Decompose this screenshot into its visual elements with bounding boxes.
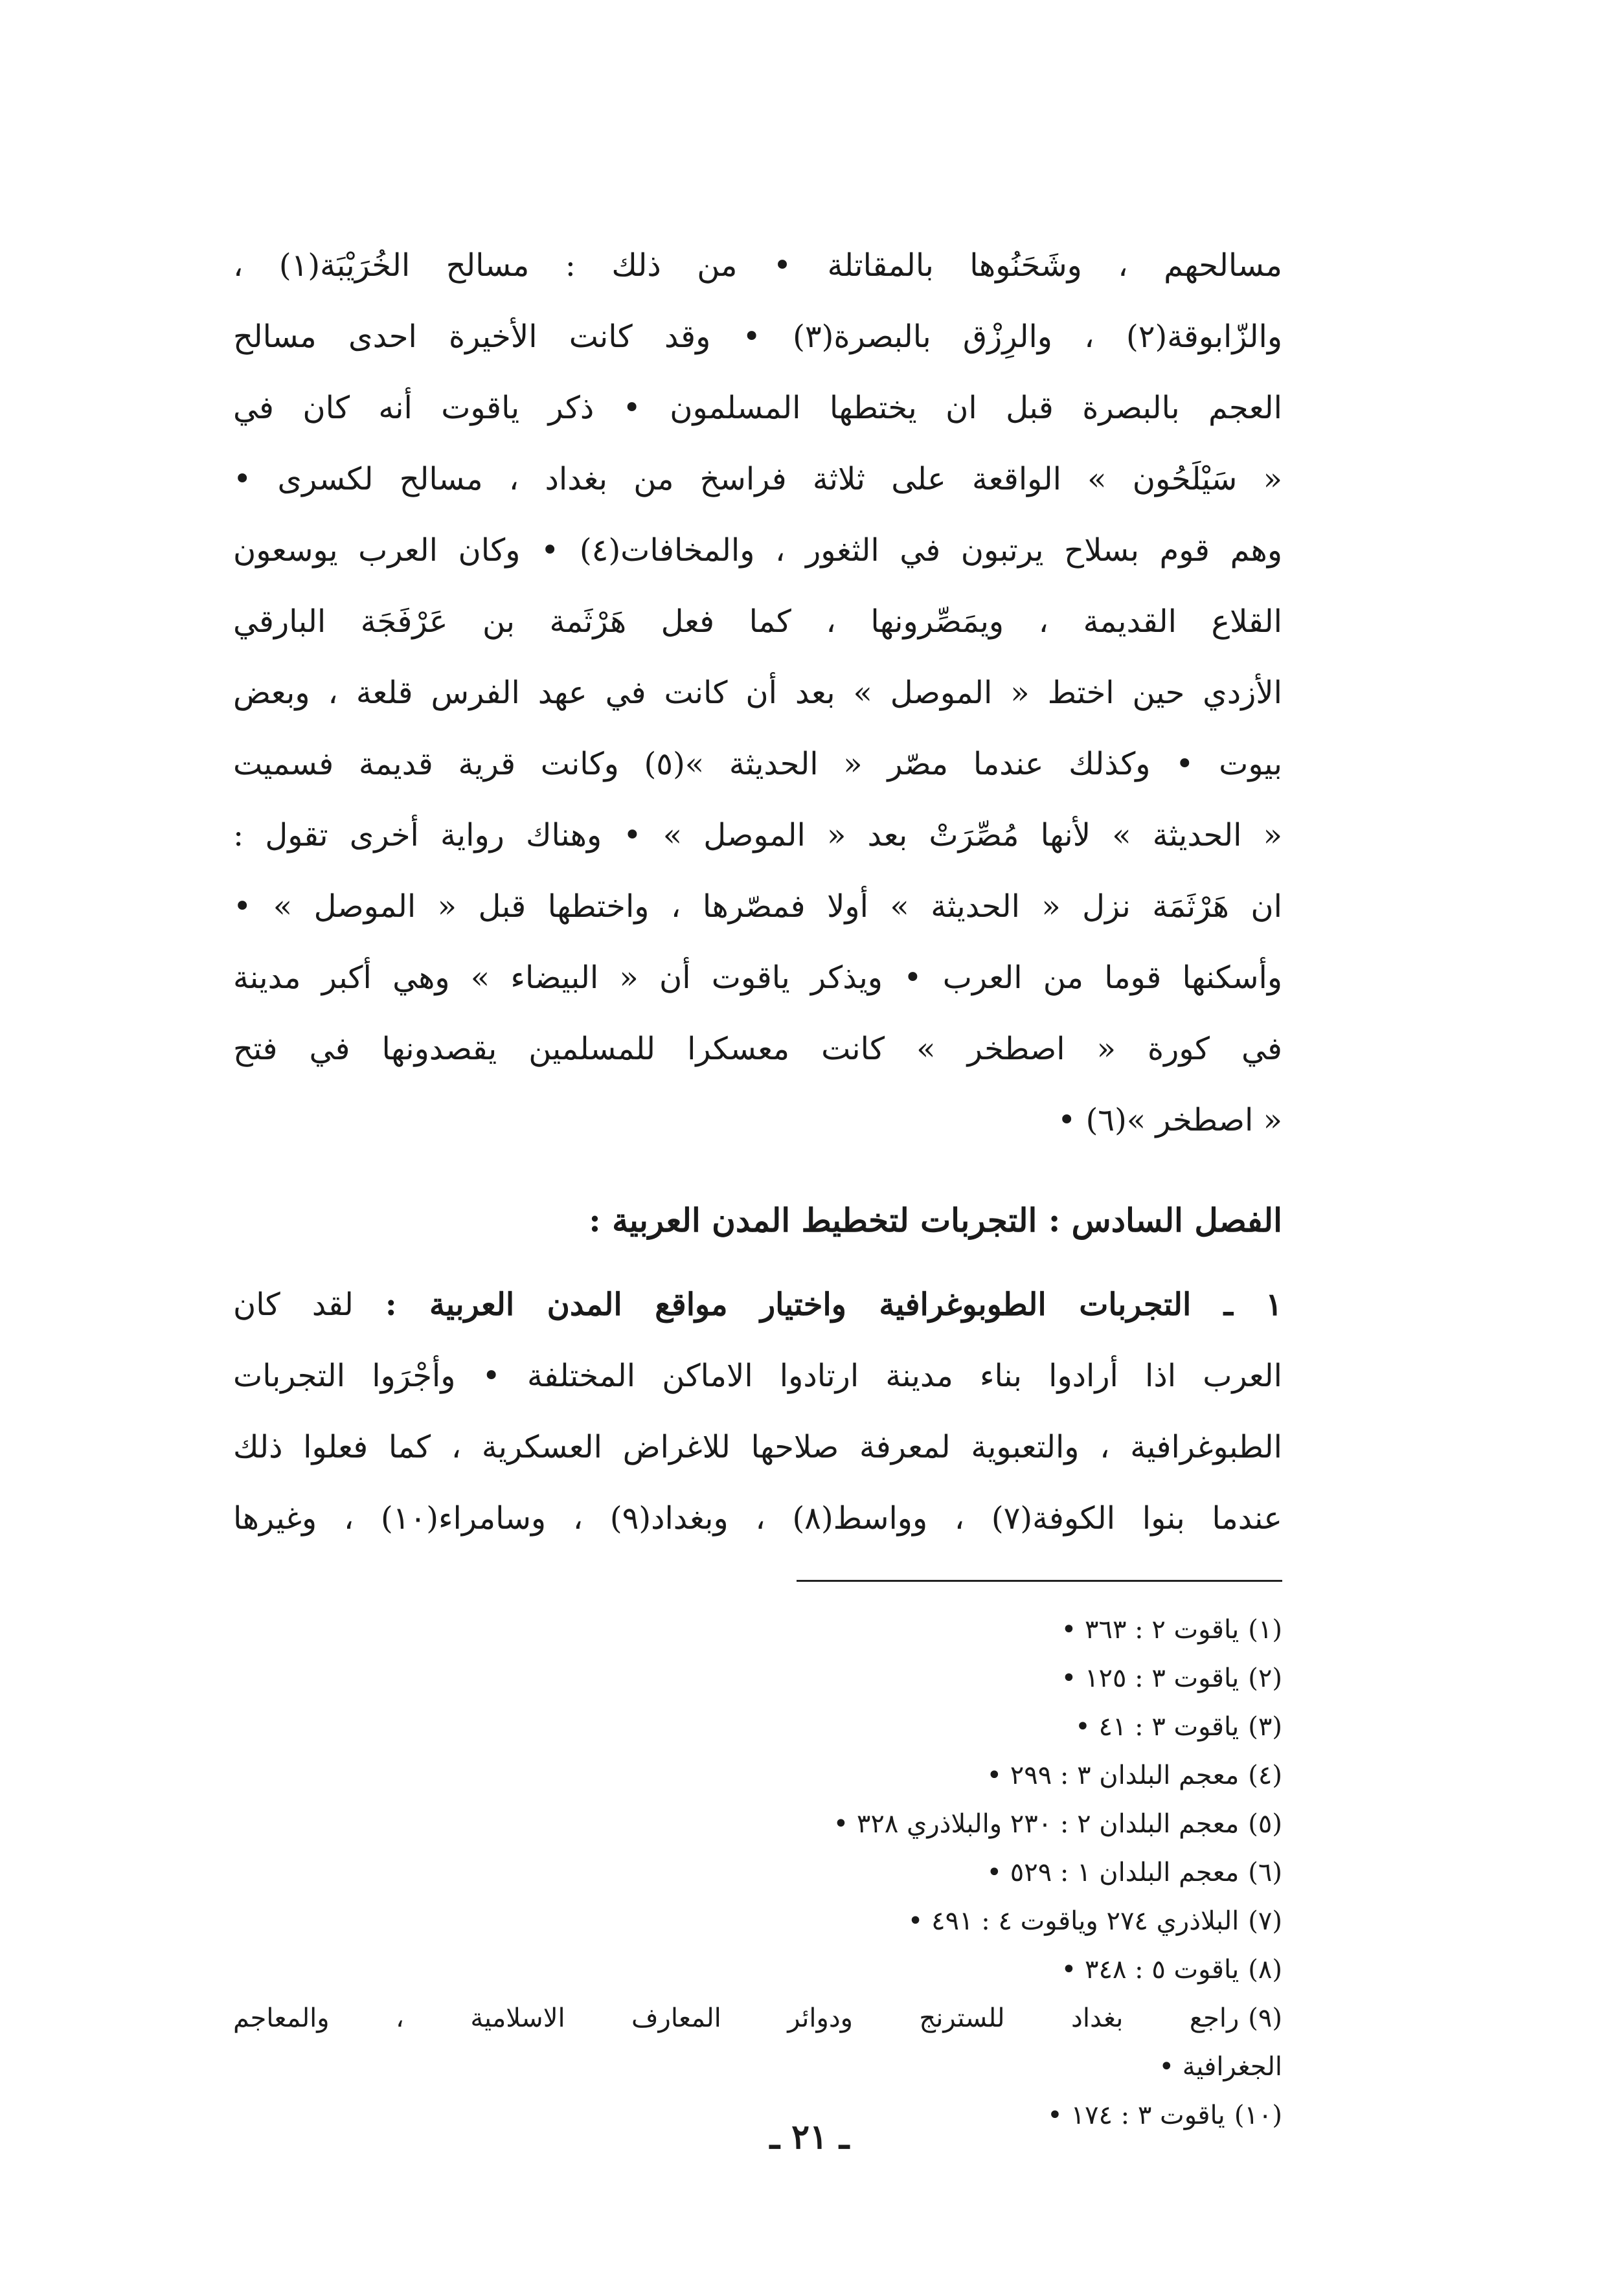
body-line: الأزدي حين اختط « الموصل » بعد أن كانت في عهد الفرس قلعة ، وبعض <box>233 675 1282 711</box>
body-line: مسالحهم ، وشَحَنُوها بالمقاتلة • من ذلك : مسالح الخُرَيْبَة(١) ، <box>233 247 1282 284</box>
footnote-text: معجم البلدان ٢ : ٢٣٠ والبلاذري ٣٢٨ • <box>833 1809 1240 1839</box>
section-first-line <box>233 1269 1282 1340</box>
chapter-heading: الفصل السادس : التجربات لتخطيط المدن العربية : <box>589 1201 1282 1239</box>
footnote-text: ياقوت ٣ : ٤١ • <box>1075 1712 1240 1742</box>
footnote-text: معجم البلدان ٣ : ٢٩٩ • <box>986 1761 1240 1790</box>
footnote-number: (٣) <box>1248 1712 1282 1742</box>
body-line: وأسكنها قوما من العرب • ويذكر ياقوت أن « البيضاء » وهي أكبر مدينة <box>233 960 1282 996</box>
section-line: عندما بنوا الكوفة(٧) ، وواسط(٨) ، وبغداد(٩) ، وسامراء(١٠) ، وغيرها <box>233 1500 1282 1536</box>
footnote-number: (٨) <box>1248 1955 1282 1985</box>
footnote-text: معجم البلدان ١ : ٥٢٩ • <box>986 1858 1240 1887</box>
footnote-text: ياقوت ٣ : ١٢٥ • <box>1061 1663 1240 1693</box>
footnote-text: ياقوت ٥ : ٣٤٨ • <box>1061 1955 1240 1985</box>
body-line: في كورة « اصطخر » كانت معسكرا للمسلمين يقصدونها في فتح <box>233 1031 1282 1067</box>
footnotes <box>233 1606 1282 2140</box>
footnote <box>233 1751 1282 1800</box>
footnote-number: (٦) <box>1248 1858 1282 1887</box>
footnote-number: (٢) <box>1248 1663 1282 1693</box>
section-line: الطبوغرافية ، والتعبوية لمعرفة صلاحها للاغراض العسكرية ، كما فعلوا ذلك <box>233 1429 1282 1465</box>
footnote-separator <box>797 1580 1282 1582</box>
body-line: ان هَرْثَمَة نزل « الحديثة » أولا فمصّرها ، واختطها قبل « الموصل » • <box>233 888 1282 925</box>
footnote-number: (٤) <box>1248 1761 1282 1790</box>
body-line: القلاع القديمة ، ويمَصِّرونها ، كما فعل هَرْثَمة بن عَرْفَجَة البارقي <box>233 603 1282 640</box>
body-line: العجم بالبصرة قبل ان يختطها المسلمون • ذكر ياقوت أنه كان في <box>233 390 1282 426</box>
footnote-number: (١) <box>1248 1615 1282 1645</box>
footnote <box>233 1897 1282 1946</box>
footnote-text: ياقوت ٣ : ١٧٤ • <box>1047 2100 1225 2130</box>
footnote <box>233 1946 1282 1994</box>
body-line: « اصطخر »(٦) • <box>1058 1102 1282 1138</box>
page-number: ـ ٢١ ـ <box>769 2117 850 2157</box>
body-line: وهم قوم بسلاح يرتبون في الثغور ، والمخافات(٤) • وكان العرب يوسعون <box>233 532 1282 568</box>
section-line: العرب اذا أرادوا بناء مدينة ارتادوا الاماكن المختلفة • وأجْرَوا التجربات <box>233 1358 1282 1394</box>
section-paragraph <box>233 1269 1282 1554</box>
footnote-number: (٥) <box>1248 1809 1282 1839</box>
body-line: والزّابوقة(٢) ، والرِزْق بالبصرة(٣) • وقد كانت الأخيرة احدى مسالح <box>233 319 1282 355</box>
footnote <box>233 1994 1282 2043</box>
body-paragraph <box>233 230 1282 1156</box>
footnote <box>233 1654 1282 1703</box>
section-first-line-text: لقد كان <box>233 1287 354 1323</box>
footnote-text: راجع بغداد للسترنج ودوائر المعارف الاسلامية ، والمعاجم <box>233 2003 1240 2033</box>
footnote-number: (٧) <box>1248 1906 1282 1936</box>
footnote <box>233 1800 1282 1849</box>
body-line: « سَيْلَحُون » الواقعة على ثلاثة فراسخ من بغداد ، مسالح لكسرى • <box>233 461 1282 497</box>
body-line: بيوت • وكذلك عندما مصّر « الحديثة »(٥) وكانت قرية قديمة فسميت <box>233 746 1282 782</box>
footnote-number: (١٠) <box>1234 2100 1282 2130</box>
footnote-number: (٩) <box>1248 2003 1282 2033</box>
footnote-text: ياقوت ٢ : ٣٦٣ • <box>1061 1615 1240 1645</box>
body-line: « الحديثة » لأنها مُصِّرَتْ بعد « الموصل » • وهناك رواية أخرى تقول : <box>233 817 1282 853</box>
footnote <box>233 1703 1282 1751</box>
section-heading: ١ ـ التجربات الطوبوغرافية واختيار مواقع المدن العربية : <box>385 1287 1282 1323</box>
footnote <box>233 1606 1282 1654</box>
footnote-continuation: الجغرافية • <box>1159 2052 1282 2082</box>
footnote-text: البلاذري ٢٧٤ وياقوت ٤ : ٤٩١ • <box>907 1906 1240 1936</box>
footnote <box>233 1849 1282 1897</box>
